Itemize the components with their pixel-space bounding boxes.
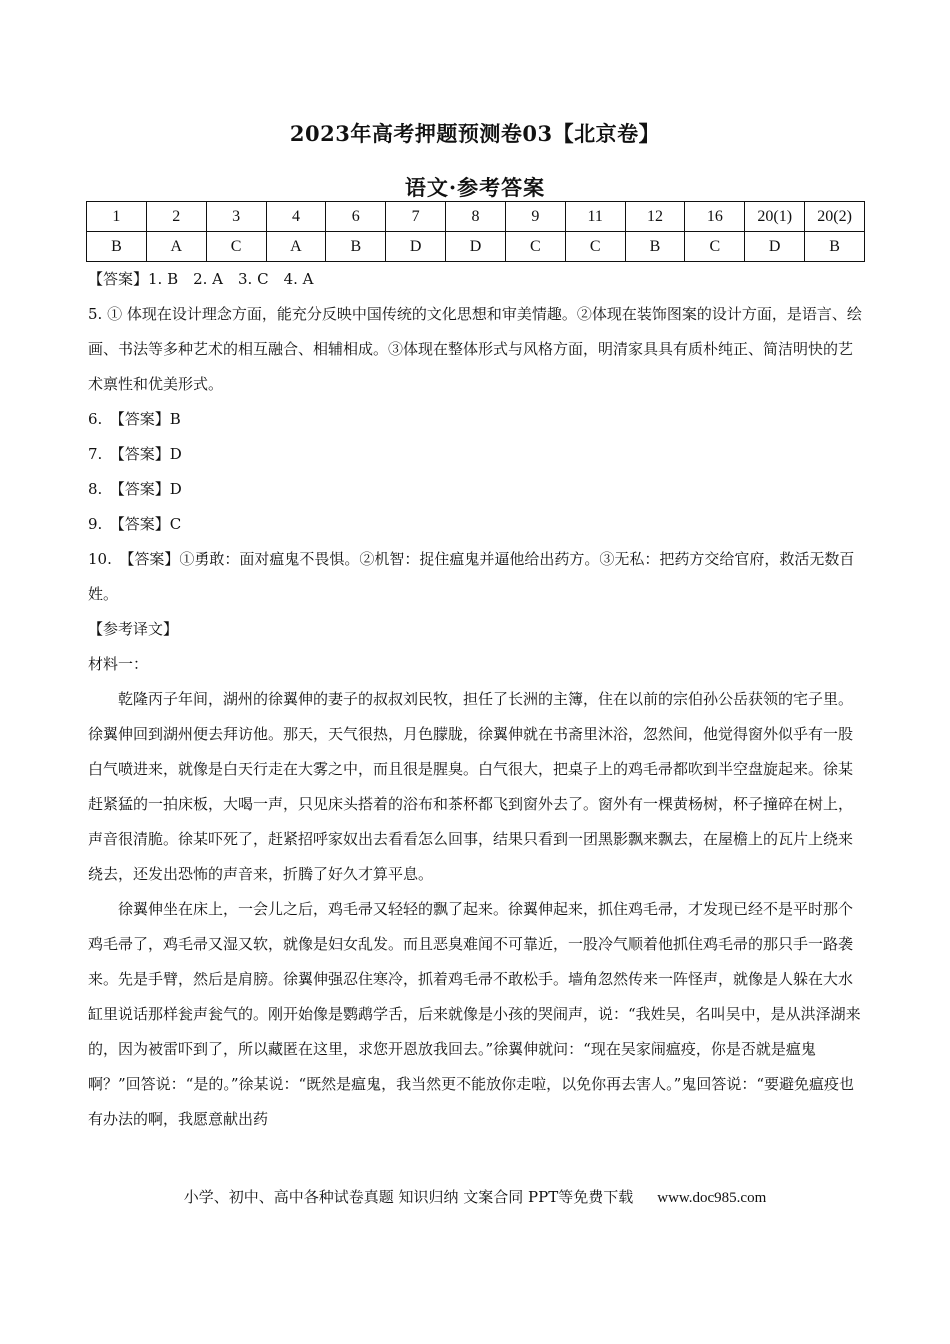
table-cell: 2 — [146, 202, 206, 232]
table-cell: 3 — [206, 202, 266, 232]
table-cell: A — [266, 232, 326, 262]
table-cell: D — [386, 232, 446, 262]
table-cell: 9 — [505, 202, 565, 232]
table-cell: 20(1) — [745, 202, 805, 232]
answer-line-1-4: 【答案】1. B 2. A 3. C 4. A — [88, 270, 314, 288]
document-body — [88, 262, 864, 1137]
page-title: 2023年高考押题预测卷03【北京卷】 — [289, 121, 661, 146]
material-label: 材料一： — [88, 655, 149, 673]
table-cell: B — [805, 232, 865, 262]
page-footer — [0, 1186, 950, 1207]
answer-q9: 9. 【答案】C — [88, 515, 182, 533]
answer-q8: 8. 【答案】D — [88, 480, 182, 498]
table-cell: C — [565, 232, 625, 262]
table-row-questions — [87, 202, 865, 232]
footer-text: 小学、初中、高中各种试卷真题 知识归纳 文案合同 PPT等免费下载 — [183, 1188, 634, 1206]
table-cell: D — [446, 232, 506, 262]
table-cell: 1 — [87, 202, 147, 232]
table-row-answers — [87, 232, 865, 262]
table-cell: 7 — [386, 202, 446, 232]
page-subtitle: 语文·参考答案 — [404, 175, 546, 200]
translation-paragraph-1: 乾隆丙子年间，湖州的徐翼伸的妻子的叔叔刘民牧，担任了长洲的主簿，住在以前的宗伯孙公岳获领的宅子里。徐翼伸回到湖州便去拜访他。那天，天气很热，月色朦胧，徐翼伸就在书斋里沐浴，忽然间，他觉得窗外似乎有一股白气喷进来，就像是白天行走在大雾之中，而且很是腥臭。白气很大，把桌子上的鸡毛帚都吹到半空盘旋起来。徐某赶紧猛的一拍床板，大喝一声，只见床头搭着的浴布和茶杯都飞到窗外去了。窗外有一棵黄杨树，杯子撞碎在树上，声音很清脆。徐某吓死了，赶紧招呼家奴出去看看怎么回事，结果只看到一团黑影飘来飘去，在屋檐上的瓦片上绕来绕去，还发出恐怖的声音来，折腾了好久才算平息。 — [88, 690, 854, 883]
translation-paragraph-2: 徐翼伸坐在床上，一会儿之后，鸡毛帚又轻轻的飘了起来。徐翼伸起来，抓住鸡毛帚，才发现已经不是平时那个鸡毛帚了，鸡毛帚又湿又软，就像是妇女乱发。而且恶臭难闻不可靠近，一股冷气顺着他抓住鸡毛帚的那只手一路袭来。先是手臂，然后是肩膀。徐翼伸强忍住寒冷，抓着鸡毛帚不敢松手。墙角忽然传来一阵怪声，就像是人躲在大水缸里说话那样瓮声瓮气的。刚开始像是鹦鹉学舌，后来就像是小孩的哭闹声，说：“我姓吴，名叫吴中，是从洪泽湖来的，因为被雷吓到了，所以藏匿在这里，求您开恩放我回去。”徐翼伸就问：“现在吴家闹瘟疫，你是否就是瘟鬼啊？”回答说：“是的。”徐某说：“既然是瘟鬼，我当然更不能放你走啦，以免你再去害人。”鬼回答说：“要避免瘟疫也有办法的啊，我愿意献出药 — [88, 900, 861, 1128]
table-cell: 12 — [625, 202, 685, 232]
table-cell: 11 — [565, 202, 625, 232]
footer-link[interactable]: www.doc985.com — [657, 1190, 767, 1206]
table-cell: C — [206, 232, 266, 262]
answer-q10: 10. 【答案】①勇敢：面对瘟鬼不畏惧。②机智：捉住瘟鬼并逼他给出药方。③无私：把药方交给官府，救活无数百姓。 — [88, 550, 855, 603]
translation-heading: 【参考译文】 — [88, 620, 179, 638]
table-cell: A — [146, 232, 206, 262]
answer-q5: 5. ① 体现在设计理念方面，能充分反映中国传统的文化思想和审美情趣。②体现在装饰图案的设计方面，是语言、绘画、书法等多种艺术的相互融合、相辅相成。③体现在整体形式与风格方面，明清家具具有质朴纯正、简洁明快的艺术禀性和优美形式。 — [88, 305, 862, 393]
table-cell: 8 — [446, 202, 506, 232]
table-cell: B — [326, 232, 386, 262]
table-cell: 16 — [685, 202, 745, 232]
table-cell: B — [625, 232, 685, 262]
answer-q6: 6. 【答案】B — [88, 410, 181, 428]
table-cell: B — [87, 232, 147, 262]
table-cell: C — [505, 232, 565, 262]
table-cell: 4 — [266, 202, 326, 232]
table-cell: C — [685, 232, 745, 262]
table-cell: 6 — [326, 202, 386, 232]
table-cell: 20(2) — [805, 202, 865, 232]
table-cell: D — [745, 232, 805, 262]
answer-table — [86, 201, 865, 262]
answer-q7: 7. 【答案】D — [88, 445, 182, 463]
